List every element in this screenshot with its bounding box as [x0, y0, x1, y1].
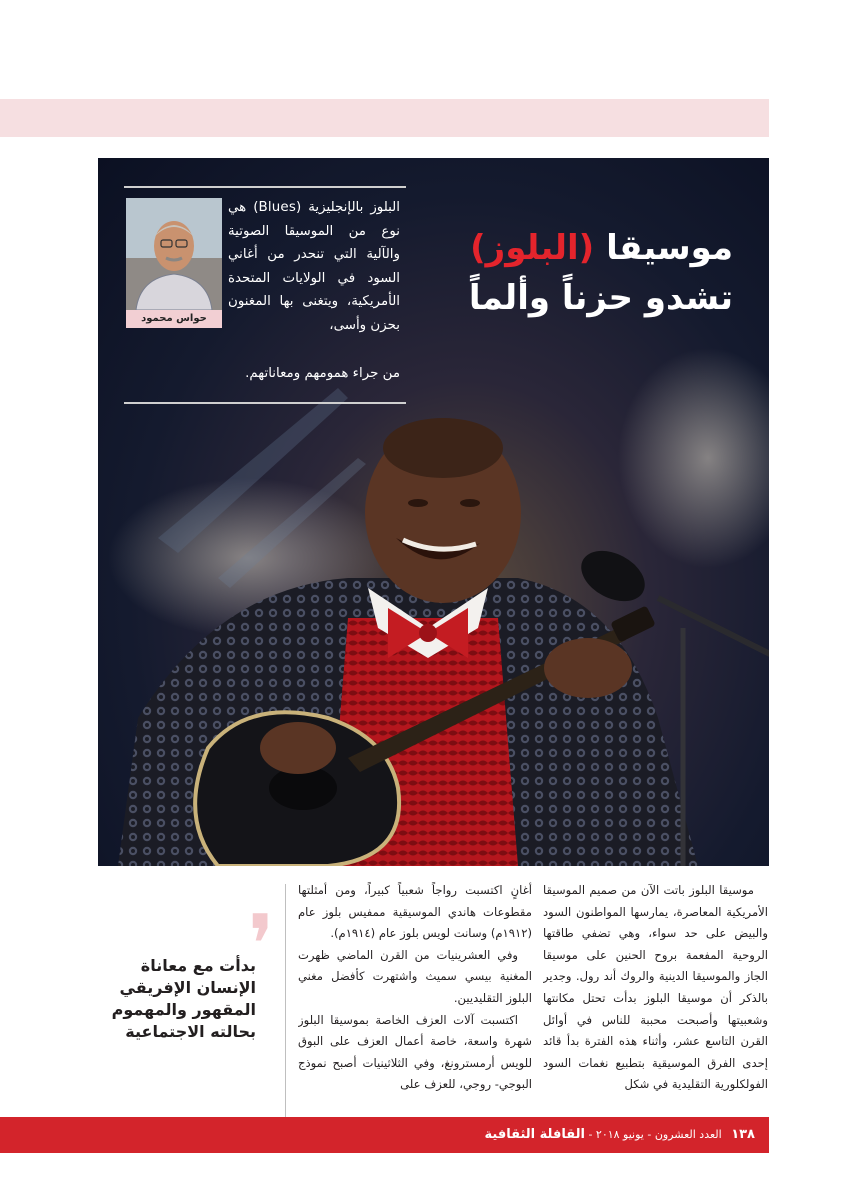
footer-text [485, 1117, 755, 1153]
paragraph: اكتسبت آلات العزف الخاصة بموسيقا البلوز شهرة واسعة، خاصة أعمال العزف على البوق للويس أرمسترونغ، وفي الثلاثينيات أصبح نموذج البوجي- روجي، للعزف على [298, 1012, 532, 1092]
article-column-left [298, 880, 532, 1112]
title-line2: تشدو حزناً وألماً [468, 278, 733, 318]
issue-info: العدد العشرون - يونيو ٢٠١٨ - [588, 1128, 722, 1141]
article-title [469, 224, 733, 324]
title-highlight: (البلوز) [470, 228, 595, 268]
paragraph: موسيقا البلوز باتت الآن من صميم الموسيقا الأمريكية المعاصرة، يمارسها المواطنون السود والبيض على حد سواء، وهي تضفي طاقتها الروحية المفعمة بروح الحنين على موسيقا الجاز والموسيقا الدينية والروك أند رول. وجدير بالذكر أن موسيقا البلوز بدأت تحتل مكانتها وشعبيتها وأصبحت محببة للناس في أوائل القرن التاسع عشر، وأثناء هذه الفترة بدأ قائد إحدى الفرق الموسيقية بتطبيع نغمات السود الفولكلورية التقليدية في شكل [543, 883, 768, 1092]
article-column-right [543, 880, 768, 1112]
paragraph: أغانٍ اكتسبت رواجاً شعبياً كبيراً، ومن أمثلتها مقطوعات هاندي الموسيقية ممفيس بلوز عام (١٩١٢م) وسانت لويس بلوز عام (١٩١٤م). [298, 883, 532, 941]
top-decorative-band [0, 99, 769, 137]
author-portrait [126, 198, 222, 310]
hero-photo [98, 158, 769, 866]
footer-band [0, 1117, 769, 1153]
intro-box [124, 186, 406, 404]
paragraph: وفي العشرينيات من القرن الماضي ظهرت المغنية بيسي سميث واشتهرت كأفضل مغني البلوز التقليديين. [298, 947, 532, 1005]
title-prefix: موسيقا [606, 228, 733, 268]
author-name: حواس محمود [126, 310, 222, 328]
intro-text: البلوز بالإنجليزية (Blues) هي نوع من الموسيقا الصوتية والآلية التي تنحدر من أغاني السود في الولايات المتحدة الأمريكية، ويتغنى بها المغنون بحزن وأسى، [228, 200, 400, 333]
page-number: ١٣٨ [731, 1127, 755, 1142]
intro-text-end: من جراء همومهم ومعاناتهم. [245, 366, 400, 381]
column-divider [285, 884, 286, 1120]
quote-mark-icon: ❜ [248, 898, 275, 993]
magazine-name: القافلة الثقافية [484, 1127, 585, 1142]
pull-quote: بدأت مع معاناة الإنسان الإفريقي المقهور والمهموم بحالته الاجتماعية [111, 956, 256, 1041]
author-photo [126, 198, 222, 310]
